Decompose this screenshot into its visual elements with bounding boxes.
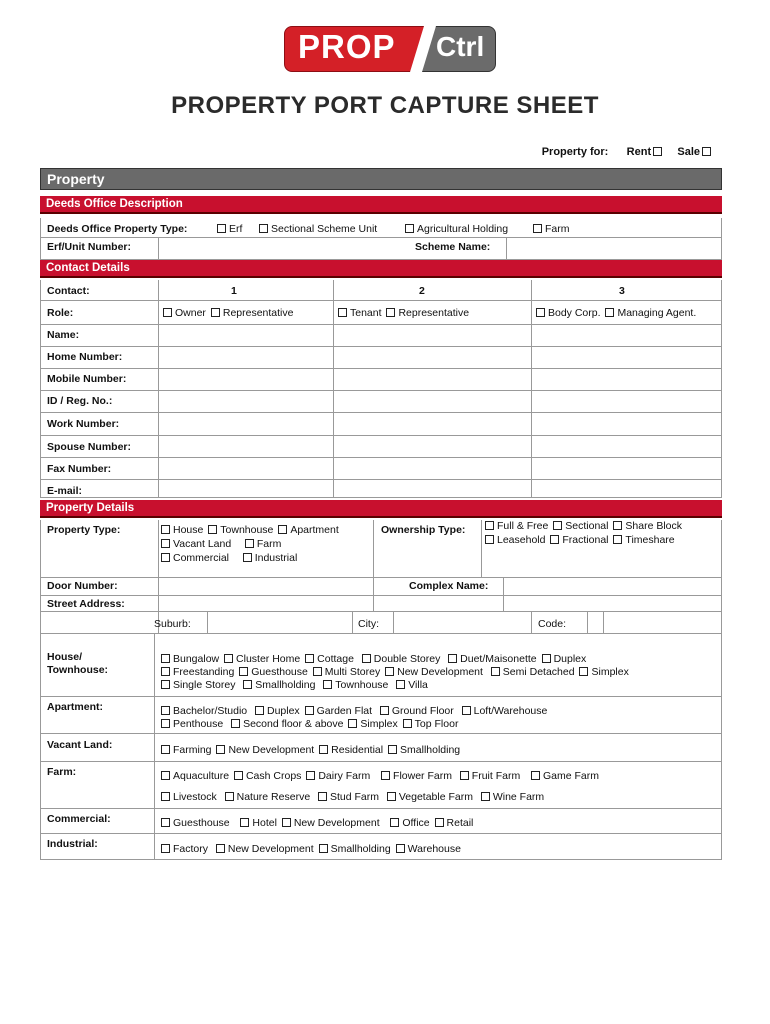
tenant-checkbox[interactable] bbox=[338, 308, 347, 317]
garden-flat-checkbox[interactable] bbox=[305, 706, 314, 715]
duplex-label: Duplex bbox=[553, 653, 587, 665]
property-details-section bbox=[40, 520, 722, 860]
spouse-number-label: Spouse Number: bbox=[47, 441, 132, 453]
single-storey-checkbox[interactable] bbox=[161, 680, 170, 689]
dairy-farm-label: Dairy Farm bbox=[318, 770, 371, 782]
fruit-farm-checkbox[interactable] bbox=[460, 771, 469, 780]
commercial-cat-label: Commercial: bbox=[47, 813, 111, 825]
industrial-cat-label: Industrial: bbox=[47, 838, 98, 850]
new-development-v-checkbox[interactable] bbox=[216, 745, 225, 754]
house-townhouse-label: House/ Townhouse: bbox=[47, 651, 109, 676]
multi-storey-label: Multi Storey bbox=[324, 666, 381, 678]
full-free-checkbox[interactable] bbox=[485, 521, 494, 530]
nature-reserve-checkbox[interactable] bbox=[225, 792, 234, 801]
smallholding-v-checkbox[interactable] bbox=[388, 745, 397, 754]
residential-checkbox[interactable] bbox=[319, 745, 328, 754]
mobile-number-label: Mobile Number: bbox=[47, 373, 127, 385]
wine-farm-checkbox[interactable] bbox=[481, 792, 490, 801]
townhouse-label: Townhouse bbox=[220, 524, 274, 536]
vacant-land-checkbox[interactable] bbox=[161, 539, 170, 548]
agricultural-holding-checkbox[interactable] bbox=[405, 224, 414, 233]
representative-2-label: Representative bbox=[398, 307, 470, 319]
tenant-label: Tenant bbox=[350, 307, 382, 319]
warehouse-label: Warehouse bbox=[407, 843, 461, 855]
simplex-h-checkbox[interactable] bbox=[579, 667, 588, 676]
complex-name-label: Complex Name: bbox=[409, 580, 489, 592]
code-label: Code: bbox=[538, 618, 567, 630]
owner-label: Owner bbox=[175, 307, 206, 319]
share-block-label: Share Block bbox=[625, 520, 683, 532]
contact-col-3: 3 bbox=[619, 285, 625, 297]
retail-label: Retail bbox=[446, 817, 474, 829]
body-corp-label: Body Corp. bbox=[548, 307, 601, 319]
new-development-i-label: New Development bbox=[227, 843, 314, 855]
bungalow-checkbox[interactable] bbox=[161, 654, 170, 663]
townhouse-h-label: Townhouse bbox=[335, 679, 389, 691]
villa-checkbox[interactable] bbox=[396, 680, 405, 689]
residential-label: Residential bbox=[331, 744, 384, 756]
industrial-label: Industrial bbox=[254, 552, 298, 564]
duplex-a-checkbox[interactable] bbox=[255, 706, 264, 715]
contact-col-1: 1 bbox=[231, 285, 237, 297]
new-development-i-checkbox[interactable] bbox=[216, 844, 225, 853]
logo-text-ctrl: Ctrl bbox=[436, 31, 485, 62]
contact-table bbox=[40, 280, 722, 498]
ownership-type-label: Ownership Type: bbox=[381, 524, 466, 536]
duet-maisonette-label: Duet/Maisonette bbox=[460, 653, 537, 665]
scheme-name-label: Scheme Name: bbox=[415, 241, 491, 253]
hotel-checkbox[interactable] bbox=[240, 818, 249, 827]
fractional-label: Fractional bbox=[562, 534, 609, 546]
garden-flat-label: Garden Flat bbox=[316, 705, 373, 717]
farming-checkbox[interactable] bbox=[161, 745, 170, 754]
id-reg-label: ID / Reg. No.: bbox=[47, 395, 113, 407]
contact-label: Contact: bbox=[47, 285, 90, 297]
double-storey-checkbox[interactable] bbox=[362, 654, 371, 663]
managing-agent-label: Managing Agent. bbox=[617, 307, 697, 319]
duet-maisonette-checkbox[interactable] bbox=[448, 654, 457, 663]
apartment-label: Apartment bbox=[290, 524, 339, 536]
commercial-label: Commercial bbox=[173, 552, 230, 564]
fractional-checkbox[interactable] bbox=[550, 535, 559, 544]
smallholding-i-label: Smallholding bbox=[330, 843, 391, 855]
industrial-checkbox[interactable] bbox=[243, 553, 252, 562]
semi-detached-checkbox[interactable] bbox=[491, 667, 500, 676]
top-floor-label: Top Floor bbox=[414, 718, 459, 730]
office-label: Office bbox=[402, 817, 430, 829]
owner-checkbox[interactable] bbox=[163, 308, 172, 317]
agricultural-holding-label: Agricultural Holding bbox=[417, 223, 509, 235]
sectional-label: Sectional bbox=[565, 520, 609, 532]
factory-label: Factory bbox=[173, 843, 209, 855]
flower-farm-checkbox[interactable] bbox=[381, 771, 390, 780]
name-label: Name: bbox=[47, 329, 80, 341]
erf-label: Erf bbox=[229, 223, 243, 235]
bungalow-label: Bungalow bbox=[173, 653, 220, 665]
townhouse-checkbox[interactable] bbox=[208, 525, 217, 534]
city-label: City: bbox=[358, 618, 379, 630]
freestanding-checkbox[interactable] bbox=[161, 667, 170, 676]
stud-farm-label: Stud Farm bbox=[330, 791, 380, 803]
home-number-label: Home Number: bbox=[47, 351, 123, 363]
new-development-c-checkbox[interactable] bbox=[282, 818, 291, 827]
fruit-farm-label: Fruit Farm bbox=[471, 770, 521, 782]
new-development-c-label: New Development bbox=[293, 817, 380, 829]
guesthouse-label: Guesthouse bbox=[251, 666, 308, 678]
simplex-a-checkbox[interactable] bbox=[348, 719, 357, 728]
game-farm-checkbox[interactable] bbox=[531, 771, 540, 780]
vegetable-farm-checkbox[interactable] bbox=[387, 792, 396, 801]
farm-cat-label: Farm: bbox=[47, 766, 77, 778]
erf-checkbox[interactable] bbox=[217, 224, 226, 233]
cash-crops-label: Cash Crops bbox=[245, 770, 302, 782]
farm-type-label: Farm bbox=[256, 538, 282, 550]
new-development-v-label: New Development bbox=[228, 744, 315, 756]
rent-label: Rent bbox=[626, 146, 652, 158]
deeds-office-header: Deeds Office Description bbox=[40, 196, 722, 214]
bachelor-studio-checkbox[interactable] bbox=[161, 706, 170, 715]
villa-label: Villa bbox=[408, 679, 428, 691]
section-property-header: Property bbox=[40, 168, 722, 190]
full-free-label: Full & Free bbox=[497, 520, 549, 532]
deeds-section bbox=[40, 218, 722, 260]
property-for-label: Property for: bbox=[541, 146, 609, 158]
aquaculture-checkbox[interactable] bbox=[161, 771, 170, 780]
ground-floor-label: Ground Floor bbox=[391, 705, 454, 717]
vacant-land-cat-label: Vacant Land: bbox=[47, 739, 113, 751]
new-development-h-label: New Development bbox=[397, 666, 483, 678]
aquaculture-label: Aquaculture bbox=[173, 770, 230, 782]
retail-checkbox[interactable] bbox=[435, 818, 444, 827]
email-label: E-mail: bbox=[47, 485, 83, 497]
sale-checkbox[interactable] bbox=[702, 147, 711, 156]
duplex-checkbox[interactable] bbox=[542, 654, 551, 663]
door-number-label: Door Number: bbox=[47, 580, 118, 592]
representative-2-checkbox[interactable] bbox=[386, 308, 395, 317]
sectional-scheme-checkbox[interactable] bbox=[259, 224, 268, 233]
dairy-farm-checkbox[interactable] bbox=[306, 771, 315, 780]
new-development-h-checkbox[interactable] bbox=[385, 667, 394, 676]
factory-checkbox[interactable] bbox=[161, 844, 170, 853]
double-storey-label: Double Storey bbox=[373, 653, 441, 665]
freestanding-label: Freestanding bbox=[173, 666, 235, 678]
townhouse-h-checkbox[interactable] bbox=[323, 680, 332, 689]
property-details-header: Property Details bbox=[40, 500, 722, 518]
farming-label: Farming bbox=[173, 744, 212, 756]
representative-1-checkbox[interactable] bbox=[211, 308, 220, 317]
second-floor-checkbox[interactable] bbox=[231, 719, 240, 728]
loft-warehouse-checkbox[interactable] bbox=[462, 706, 471, 715]
apartment-cat-label: Apartment: bbox=[47, 701, 104, 713]
suburb-label: Suburb: bbox=[154, 618, 191, 630]
guesthouse-checkbox[interactable] bbox=[239, 667, 248, 676]
leasehold-label: Leasehold bbox=[497, 534, 546, 546]
work-number-label: Work Number: bbox=[47, 418, 120, 430]
cash-crops-checkbox[interactable] bbox=[234, 771, 243, 780]
fax-number-label: Fax Number: bbox=[47, 463, 112, 475]
sale-label: Sale bbox=[677, 146, 700, 158]
cluster-home-checkbox[interactable] bbox=[224, 654, 233, 663]
cottage-checkbox[interactable] bbox=[305, 654, 314, 663]
house-label: House bbox=[173, 524, 204, 536]
smallholding-i-checkbox[interactable] bbox=[319, 844, 328, 853]
office-checkbox[interactable] bbox=[390, 818, 399, 827]
warehouse-checkbox[interactable] bbox=[396, 844, 405, 853]
property-for-row bbox=[542, 146, 714, 158]
game-farm-label: Game Farm bbox=[542, 770, 599, 782]
logo-text-prop: PROP bbox=[298, 28, 396, 65]
sectional-scheme-label: Sectional Scheme Unit bbox=[271, 223, 378, 235]
timeshare-checkbox[interactable] bbox=[613, 535, 622, 544]
simplex-h-label: Simplex bbox=[591, 666, 629, 678]
penthouse-label: Penthouse bbox=[173, 718, 224, 730]
cottage-label: Cottage bbox=[317, 653, 354, 665]
apartment-checkbox[interactable] bbox=[278, 525, 287, 534]
timeshare-label: Timeshare bbox=[625, 534, 675, 546]
commercial-checkbox[interactable] bbox=[161, 553, 170, 562]
leasehold-checkbox[interactable] bbox=[485, 535, 494, 544]
body-corp-checkbox[interactable] bbox=[536, 308, 545, 317]
farm-type-checkbox[interactable] bbox=[245, 539, 254, 548]
role-label: Role: bbox=[47, 307, 74, 319]
page-title: PROPERTY PORT CAPTURE SHEET bbox=[171, 92, 599, 119]
nature-reserve-label: Nature Reserve bbox=[236, 791, 311, 803]
livestock-label: Livestock bbox=[173, 791, 217, 803]
simplex-a-label: Simplex bbox=[360, 718, 398, 730]
representative-1-label: Representative bbox=[222, 307, 294, 319]
loft-warehouse-label: Loft/Warehouse bbox=[473, 705, 548, 717]
single-storey-label: Single Storey bbox=[173, 679, 236, 691]
contact-col-2: 2 bbox=[419, 285, 425, 297]
guesthouse-c-checkbox[interactable] bbox=[161, 818, 170, 827]
top-floor-checkbox[interactable] bbox=[403, 719, 412, 728]
penthouse-checkbox[interactable] bbox=[161, 719, 170, 728]
street-address-label: Street Address: bbox=[47, 598, 125, 610]
vacant-land-label: Vacant Land bbox=[173, 538, 232, 550]
hotel-label: Hotel bbox=[252, 817, 277, 829]
prop-ctrl-logo bbox=[284, 26, 496, 72]
sectional-checkbox[interactable] bbox=[553, 521, 562, 530]
semi-detached-label: Semi Detached bbox=[502, 666, 575, 678]
rent-checkbox[interactable] bbox=[653, 147, 662, 156]
house-checkbox[interactable] bbox=[161, 525, 170, 534]
flower-farm-label: Flower Farm bbox=[393, 770, 452, 782]
smallholding-v-label: Smallholding bbox=[400, 744, 461, 756]
farm-label: Farm bbox=[545, 223, 570, 235]
vegetable-farm-label: Vegetable Farm bbox=[398, 791, 473, 803]
stud-farm-checkbox[interactable] bbox=[318, 792, 327, 801]
property-type-label: Property Type: bbox=[47, 524, 121, 536]
second-floor-label: Second floor & above bbox=[243, 718, 344, 730]
bachelor-studio-label: Bachelor/Studio bbox=[173, 705, 248, 717]
contact-details-header: Contact Details bbox=[40, 260, 722, 278]
farm-checkbox[interactable] bbox=[533, 224, 542, 233]
deeds-type-label: Deeds Office Property Type: bbox=[47, 223, 188, 235]
smallholding-h-label: Smallholding bbox=[255, 679, 316, 691]
ground-floor-checkbox[interactable] bbox=[380, 706, 389, 715]
wine-farm-label: Wine Farm bbox=[492, 791, 545, 803]
erf-unit-number-label: Erf/Unit Number: bbox=[47, 241, 131, 253]
multi-storey-checkbox[interactable] bbox=[313, 667, 322, 676]
smallholding-h-checkbox[interactable] bbox=[243, 680, 252, 689]
duplex-a-label: Duplex bbox=[266, 705, 300, 717]
cluster-home-label: Cluster Home bbox=[236, 653, 301, 665]
managing-agent-checkbox[interactable] bbox=[605, 308, 614, 317]
livestock-checkbox[interactable] bbox=[161, 792, 170, 801]
share-block-checkbox[interactable] bbox=[613, 521, 622, 530]
guesthouse-c-label: Guesthouse bbox=[173, 817, 230, 829]
